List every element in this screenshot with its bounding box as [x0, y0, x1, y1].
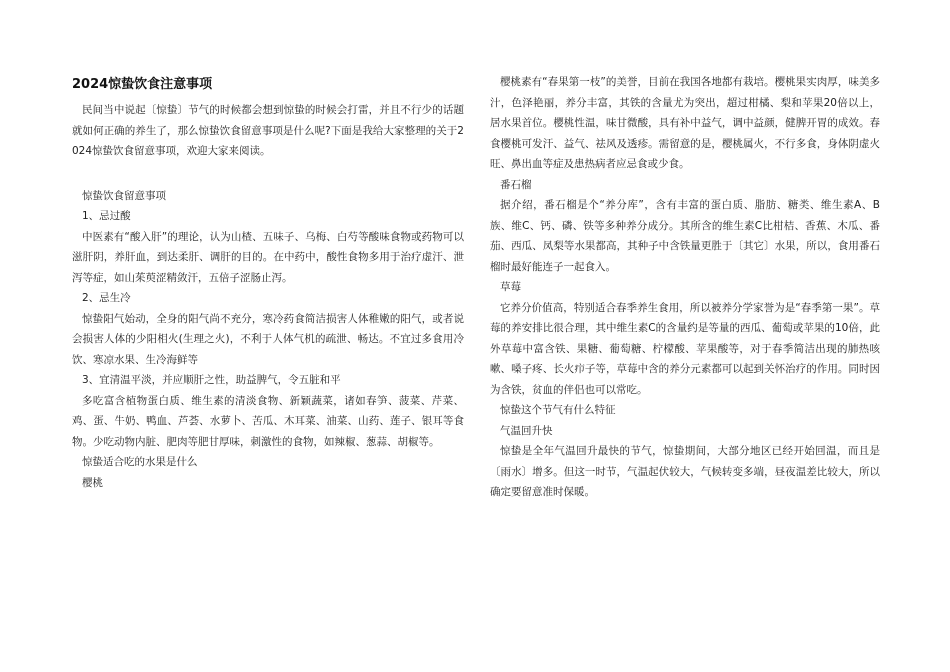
cherry-heading: 樱桃: [82, 476, 103, 489]
left-column: [72, 72, 464, 493]
guava-paragraph: 据介绍，番石榴是个“养分库”，含有丰富的蛋白质、脂肪、糖类、维生素A、B族、维C、钙、磷、铁等多种养分成分。其所含的维生素C比柑桔、香蕉、木瓜、番茄、西瓜、凤梨等水果都高，其种子中含铁量更胜于〔其它〕水果，所以，食用番石榴时最好能连子一起食入。: [490, 199, 880, 273]
item3-heading: 3、宜清温平淡，并应顺肝之性，助益脾气，令五脏和平: [82, 374, 341, 386]
guava-heading: 番石榴: [500, 178, 532, 191]
cherry-paragraph: 樱桃素有“春果第一枝”的美誉，目前在我国各地都有栽培。樱桃果实肉厚，味美多汁，色泽艳丽，养分丰富，其铁的含量尤为突出，超过柑橘、梨和苹果20倍以上，居水果首位。樱桃性温，味甘微酸，具有补中益气，调中益颜，健脾开胃的成效。春食樱桃可发汗、益气、祛风及透疹。需留意的是，樱桃属火，不行多食，身体阴虚火旺、鼻出血等症及患热病者应忌食或少食。: [490, 76, 880, 170]
intro-paragraph: 民间当中说起〔惊蛰〕节气的时候都会想到惊蛰的时候会打雷，并且不行少的话题就如何正确的养生了，那么惊蛰饮食留意事项是什么呢?下面是我给大家整理的关于2024惊蛰饮食留意事项，欢迎大家来阅读。: [72, 104, 464, 157]
section-heading: 惊蛰饮食留意事项: [82, 189, 166, 202]
item2-heading: 2、忌生冷: [82, 292, 131, 304]
item2-paragraph: 惊蛰阳气始动，全身的阳气尚不充分，寒冷药食简洁损害人体稚嫩的阳气，或者说会损害人体的少阳相火(生理之火)，不利于人体气机的疏泄、畅达。不宜过多食用冷饮、寒凉水果、生冷海鲜等: [72, 312, 464, 366]
item1-paragraph: 中医素有“酸入肝”的理论，认为山楂、五味子、乌梅、白芍等酸味食物或药物可以滋肝阴，养肝血，到达柔肝、调肝的目的。在中药中，酸性食物多用于治疗虚汗、泄泻等症，如山茱萸涩精敛汗，五倍子涩肠止泻。: [72, 230, 464, 284]
feature1-paragraph: 惊蛰是全年气温回升最快的节气，惊蛰期间，大部分地区已经开始回温，而且是〔雨水〕增多。但这一时节，气温起伏较大，气候转变多端，昼夜温差比较大，所以确定要留意准时保暖。: [490, 445, 880, 498]
item1-heading: 1、忌过酸: [82, 210, 131, 222]
fruit-heading: 惊蛰适合吃的水果是什么: [82, 456, 198, 468]
right-column: [490, 72, 880, 503]
strawberry-heading: 草莓: [500, 281, 521, 293]
article-title: 2024惊蛰饮食注意事项: [72, 77, 213, 92]
item3-paragraph: 多吃富含植物蛋白质、维生素的清淡食物、新颖蔬菜，诸如春笋、菠菜、芹菜、鸡、蛋、牛奶、鸭血、芦荟、水萝卜、苦瓜、木耳菜、油菜、山药、莲子、银耳等食物。少吃动物内脏、肥肉等肥甘厚味，刺激性的食物，如辣椒、葱蒜、胡椒等。: [72, 394, 464, 448]
strawberry-paragraph: 它养分价值高，特别适合春季养生食用，所以被养分学家誉为是“春季第一果”。草莓的养安排比很合理，其中维生素C的含量约是等量的西瓜、葡萄或苹果的10倍，此外草莓中富含铁、果糖、葡萄糖、柠檬酸、苹果酸等，对于春季简洁出现的肺热咳嗽、嗓子疼、长火疖子等，草莓中含的养分元素都可以起到关怀治疗的作用。同时因为含铁，贫血的伴侣也可以常吃。: [490, 301, 880, 396]
feature-heading: 惊蛰这个节气有什么特征: [500, 404, 616, 416]
feature1-heading: 气温回升快: [500, 424, 553, 437]
